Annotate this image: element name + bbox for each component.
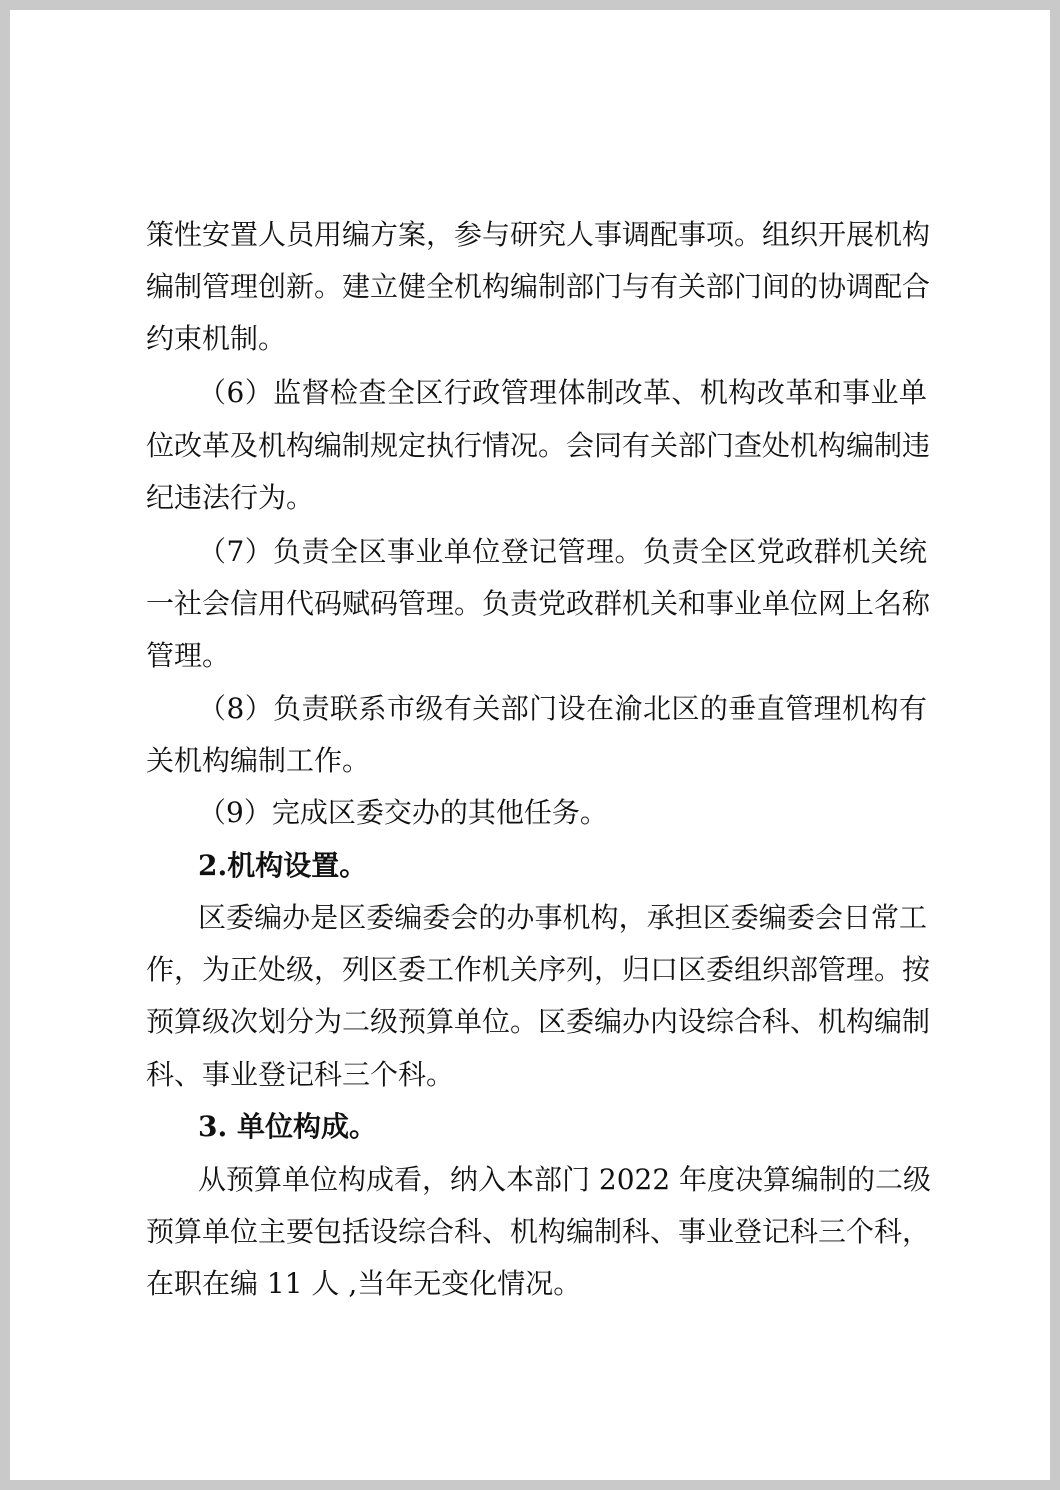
paragraph-line: 约束机制。 (146, 322, 287, 355)
paragraph-line: 作，为正处级，列区委工作机关序列，归口区委组织部管理。按 (146, 953, 931, 986)
paragraph-line: 预算级次划分为二级预算单位。区委编办内设综合科、机构编制 (146, 1005, 931, 1038)
paragraph-line: （6）监督检查全区行政管理体制改革、机构改革和事业单 (198, 376, 927, 409)
paragraph-line: 关机构编制工作。 (146, 744, 371, 777)
paragraph-line: 编制管理创新。建立健全机构编制部门与有关部门间的协调配合 (146, 270, 931, 303)
paragraph-line: （7）负责全区事业单位登记管理。负责全区党政群机关统 (198, 535, 927, 568)
paragraph-line: 从预算单位构成看，纳入本部门 2022 年度决算编制的二级 (198, 1163, 932, 1196)
paragraph-line: 策性安置人员用编方案，参与研究人事调配事项。组织开展机构 (146, 218, 931, 251)
section-heading: 3. 单位构成。 (198, 1110, 377, 1143)
document-page (10, 10, 1050, 1480)
paragraph-line: 科、事业登记科三个科。 (146, 1058, 455, 1091)
paragraph-line: 位改革及机构编制规定执行情况。会同有关部门查处机构编制违 (146, 429, 931, 462)
paragraph-line: （9）完成区委交办的其他任务。 (198, 796, 608, 829)
paragraph-line: 一社会信用代码赋码管理。负责党政群机关和事业单位网上名称 (146, 587, 931, 620)
paragraph-line: 在职在编 11 人 ,当年无变化情况。 (146, 1267, 582, 1300)
section-heading: 2.机构设置。 (198, 849, 368, 882)
paragraph-line: （8）负责联系市级有关部门设在渝北区的垂直管理机构有 (198, 692, 927, 725)
paragraph-line: 预算单位主要包括设综合科、机构编制科、事业登记科三个科， (146, 1215, 931, 1248)
paragraph-line: 管理。 (146, 639, 231, 672)
paragraph-line: 纪违法行为。 (146, 481, 315, 514)
paragraph-line: 区委编办是区委编委会的办事机构，承担区委编委会日常工 (198, 901, 927, 934)
